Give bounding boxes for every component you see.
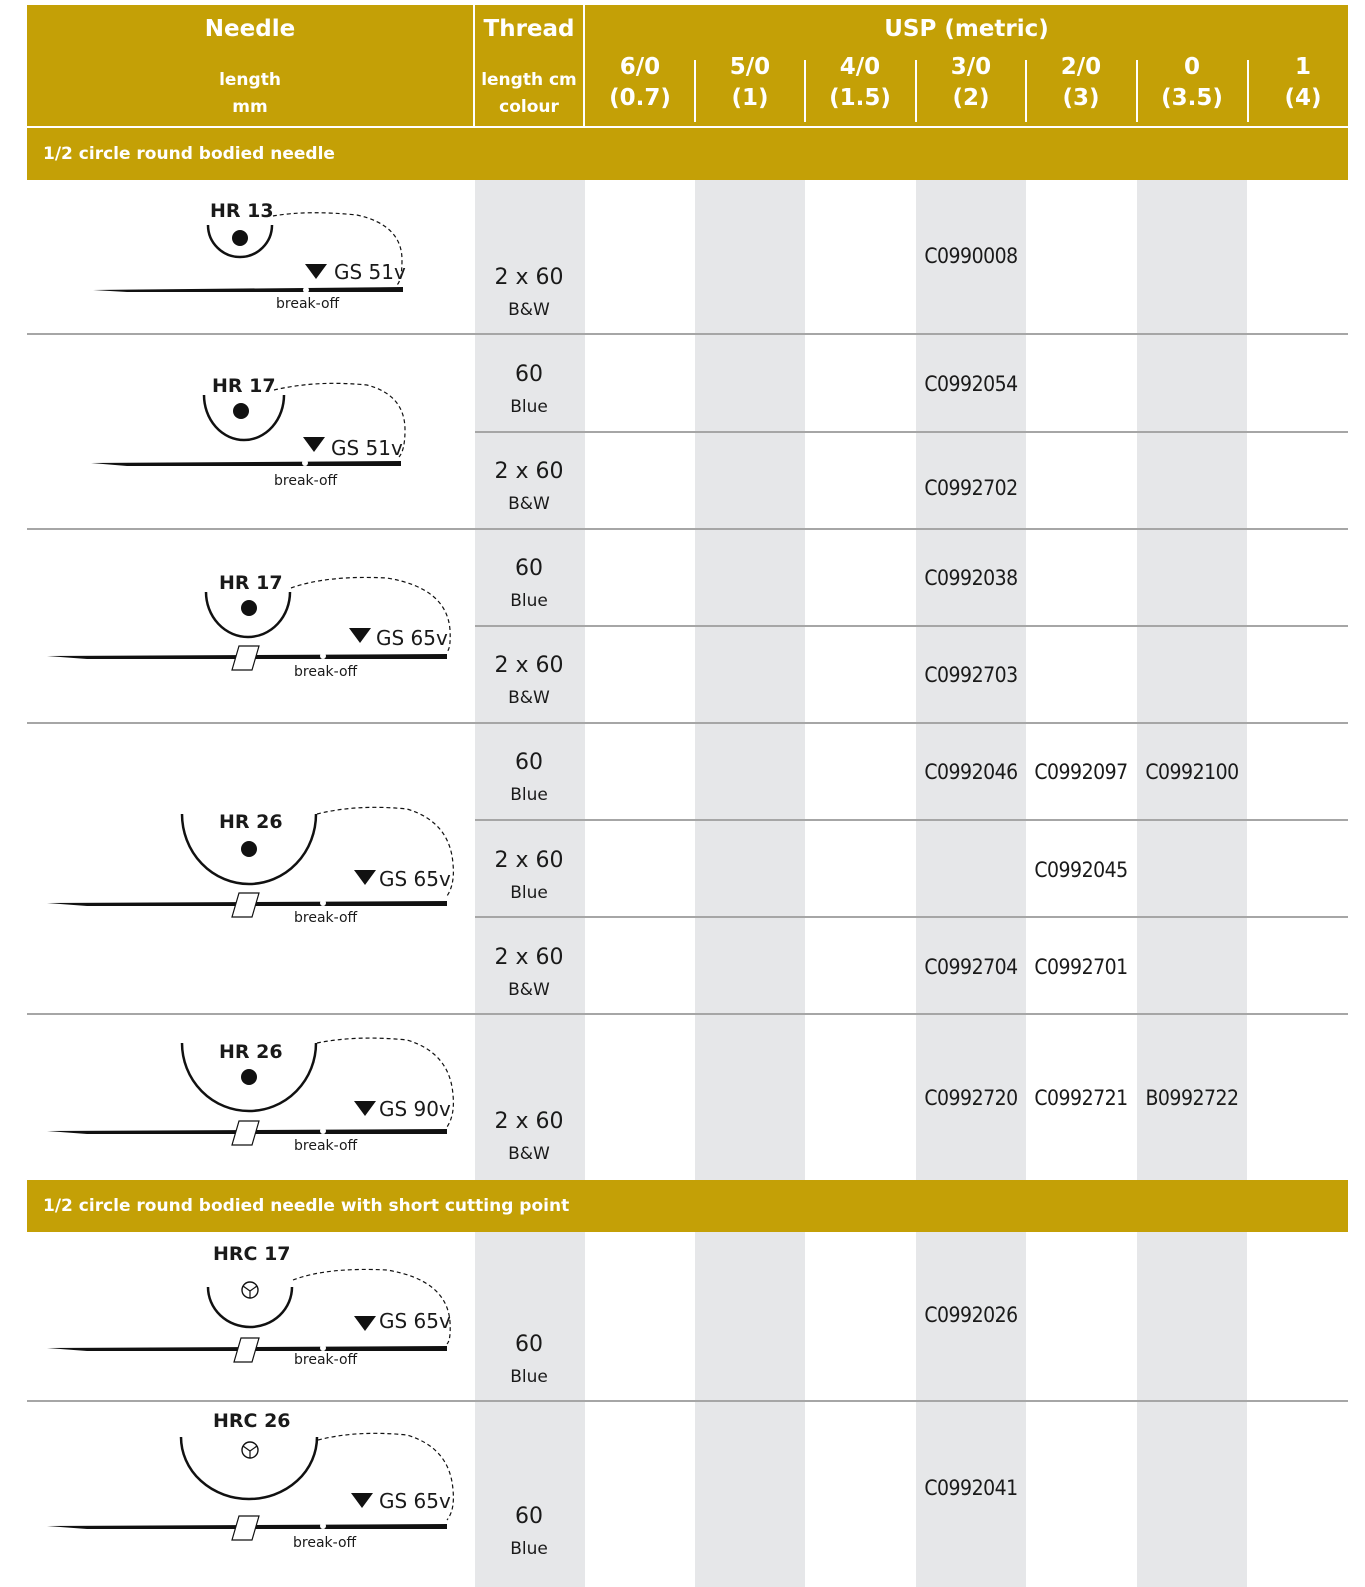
break-off-label: break-off: [276, 296, 340, 312]
thread-column-header: [475, 5, 583, 126]
usp-0-stripe: [1137, 1232, 1247, 1587]
article-code: C0992097: [1034, 760, 1128, 784]
thread-colour: B&W: [508, 494, 550, 514]
needle-drawing: [27, 335, 473, 528]
thread-colour: B&W: [508, 980, 550, 1000]
thread-cell: [475, 1110, 583, 1163]
usp-header-title: USP (metric): [884, 16, 1049, 42]
thread-length: 60: [515, 1332, 543, 1357]
usp-metric: (2): [952, 85, 990, 111]
row-divider: [475, 625, 1348, 627]
thread-header-title: Thread: [483, 16, 575, 42]
usp-size: 6/0: [619, 54, 661, 80]
needle-name: HR 13: [210, 200, 274, 222]
break-off-label: break-off: [274, 473, 338, 489]
thread-colour: Blue: [510, 397, 548, 417]
thread-length: 2 x 60: [494, 459, 564, 484]
article-code: C0992721: [1034, 1086, 1128, 1110]
thread-cell: [475, 751, 583, 804]
usp-metric: (4): [1284, 85, 1322, 111]
thread-length: 2 x 60: [494, 265, 564, 290]
cutting-point-icon: [242, 1282, 258, 1298]
needle-gauge: GS 51v: [334, 260, 406, 284]
usp-size: 2/0: [1060, 54, 1102, 80]
needle-drawing: [27, 530, 473, 722]
section-short-cutting: 1/2 circle round bodied needle with short cutting point: [27, 1180, 1348, 1232]
needle-gauge: GS 90v: [379, 1097, 451, 1121]
thread-colour: Blue: [510, 1539, 548, 1559]
thread-header-sub: [475, 67, 583, 121]
needle-drawing: [27, 1232, 473, 1400]
article-code: C0992041: [924, 1476, 1018, 1500]
usp-col-0: [1137, 52, 1247, 114]
needle-gauge: GS 51v: [331, 436, 403, 460]
needle-header-title: Needle: [204, 16, 296, 42]
article-code: C0992054: [924, 372, 1018, 396]
thread-cell: [475, 654, 583, 707]
article-code: C0992702: [924, 476, 1018, 500]
usp-3-0-stripe: [916, 1232, 1026, 1587]
needle-drawing: [27, 180, 473, 333]
thread-cell: [475, 363, 583, 416]
row-divider: [475, 819, 1348, 821]
needle-name: HR 17: [219, 572, 283, 594]
article-code: C0992038: [924, 566, 1018, 590]
article-code: C0990008: [924, 244, 1018, 268]
row-divider: [475, 916, 1348, 918]
thread-length: 2 x 60: [494, 653, 564, 678]
article-code: C0992045: [1034, 858, 1128, 882]
break-off-label: break-off: [294, 664, 358, 680]
usp-metric: (0.7): [609, 85, 671, 111]
thread-length: 2 x 60: [494, 1109, 564, 1134]
thread-cell: [475, 460, 583, 513]
thread-colour: B&W: [508, 688, 550, 708]
usp-5-0-stripe: [695, 1232, 805, 1587]
needle-column-header: [27, 5, 473, 126]
break-off-label: break-off: [294, 910, 358, 926]
usp-0-stripe: [1137, 180, 1247, 1180]
needle-header-sub: [27, 67, 473, 121]
needle-name: HR 17: [212, 375, 276, 397]
thread-cell: [475, 1505, 583, 1558]
thread-colour: Blue: [510, 1367, 548, 1387]
usp-metric: (1.5): [829, 85, 891, 111]
needle-gauge: GS 65v: [379, 1309, 451, 1333]
usp-5-0-stripe: [695, 180, 805, 1180]
thread-cell: [475, 266, 583, 319]
needle-name: HRC 17: [213, 1243, 291, 1265]
thread-length: 60: [515, 1504, 543, 1529]
needle-name: HRC 26: [213, 1410, 291, 1432]
article-code: C0992026: [924, 1303, 1018, 1327]
article-code: C0992720: [924, 1086, 1018, 1110]
needle-name: HR 26: [219, 811, 283, 833]
usp-col-2-0: [1026, 52, 1136, 114]
break-off-label: break-off: [293, 1535, 357, 1551]
usp-col-4-0: [805, 52, 915, 114]
thread-cell: [475, 946, 583, 999]
needle-length-label: length: [219, 70, 281, 90]
cutting-point-icon: [242, 1442, 258, 1458]
thread-length: 60: [515, 750, 543, 775]
break-off-label: break-off: [294, 1138, 358, 1154]
thread-cell: [475, 849, 583, 902]
thread-colour: Blue: [510, 883, 548, 903]
usp-size: 1: [1294, 54, 1311, 80]
article-code: B0992722: [1145, 1086, 1239, 1110]
needle-gauge: GS 65v: [379, 867, 451, 891]
article-code: C0992046: [924, 760, 1018, 784]
usp-size: 0: [1183, 54, 1200, 80]
usp-metric: (1): [731, 85, 769, 111]
article-code: C0992100: [1145, 760, 1239, 784]
usp-col-6-0: [585, 52, 695, 114]
needle-gauge: GS 65v: [376, 626, 448, 650]
needle-drawing: [27, 1015, 473, 1180]
thread-cell: [475, 1333, 583, 1386]
section-round-bodied: 1/2 circle round bodied needle: [27, 128, 1348, 180]
usp-col-3-0: [916, 52, 1026, 114]
needle-gauge: GS 65v: [379, 1489, 451, 1513]
thread-length: 2 x 60: [494, 848, 564, 873]
thread-length: 60: [515, 362, 543, 387]
needle-name: HR 26: [219, 1041, 283, 1063]
needle-sketch-icon: [27, 335, 473, 528]
thread-length-label: length cm: [481, 70, 577, 90]
thread-colour: Blue: [510, 591, 548, 611]
thread-length: 2 x 60: [494, 945, 564, 970]
thread-colour: B&W: [508, 300, 550, 320]
thread-colour-label: colour: [499, 97, 559, 117]
usp-column-header: [585, 5, 1348, 126]
article-code: C0992701: [1034, 955, 1128, 979]
needle-drawing: [27, 724, 473, 1013]
thread-cell: [475, 557, 583, 610]
thread-colour: B&W: [508, 1144, 550, 1164]
thread-length: 60: [515, 556, 543, 581]
usp-metric: (3): [1062, 85, 1100, 111]
thread-colour: Blue: [510, 785, 548, 805]
article-code: C0992703: [924, 663, 1018, 687]
needle-drawing: [27, 1402, 473, 1587]
usp-col-5-0: [695, 52, 805, 114]
needle-unit-label: mm: [232, 97, 268, 117]
usp-col-1: [1248, 52, 1358, 114]
row-divider: [475, 431, 1348, 433]
article-code: C0992704: [924, 955, 1018, 979]
usp-metric: (3.5): [1161, 85, 1223, 111]
usp-size: 3/0: [950, 54, 992, 80]
usp-size: 5/0: [729, 54, 771, 80]
usp-size: 4/0: [839, 54, 881, 80]
break-off-label: break-off: [294, 1352, 358, 1368]
